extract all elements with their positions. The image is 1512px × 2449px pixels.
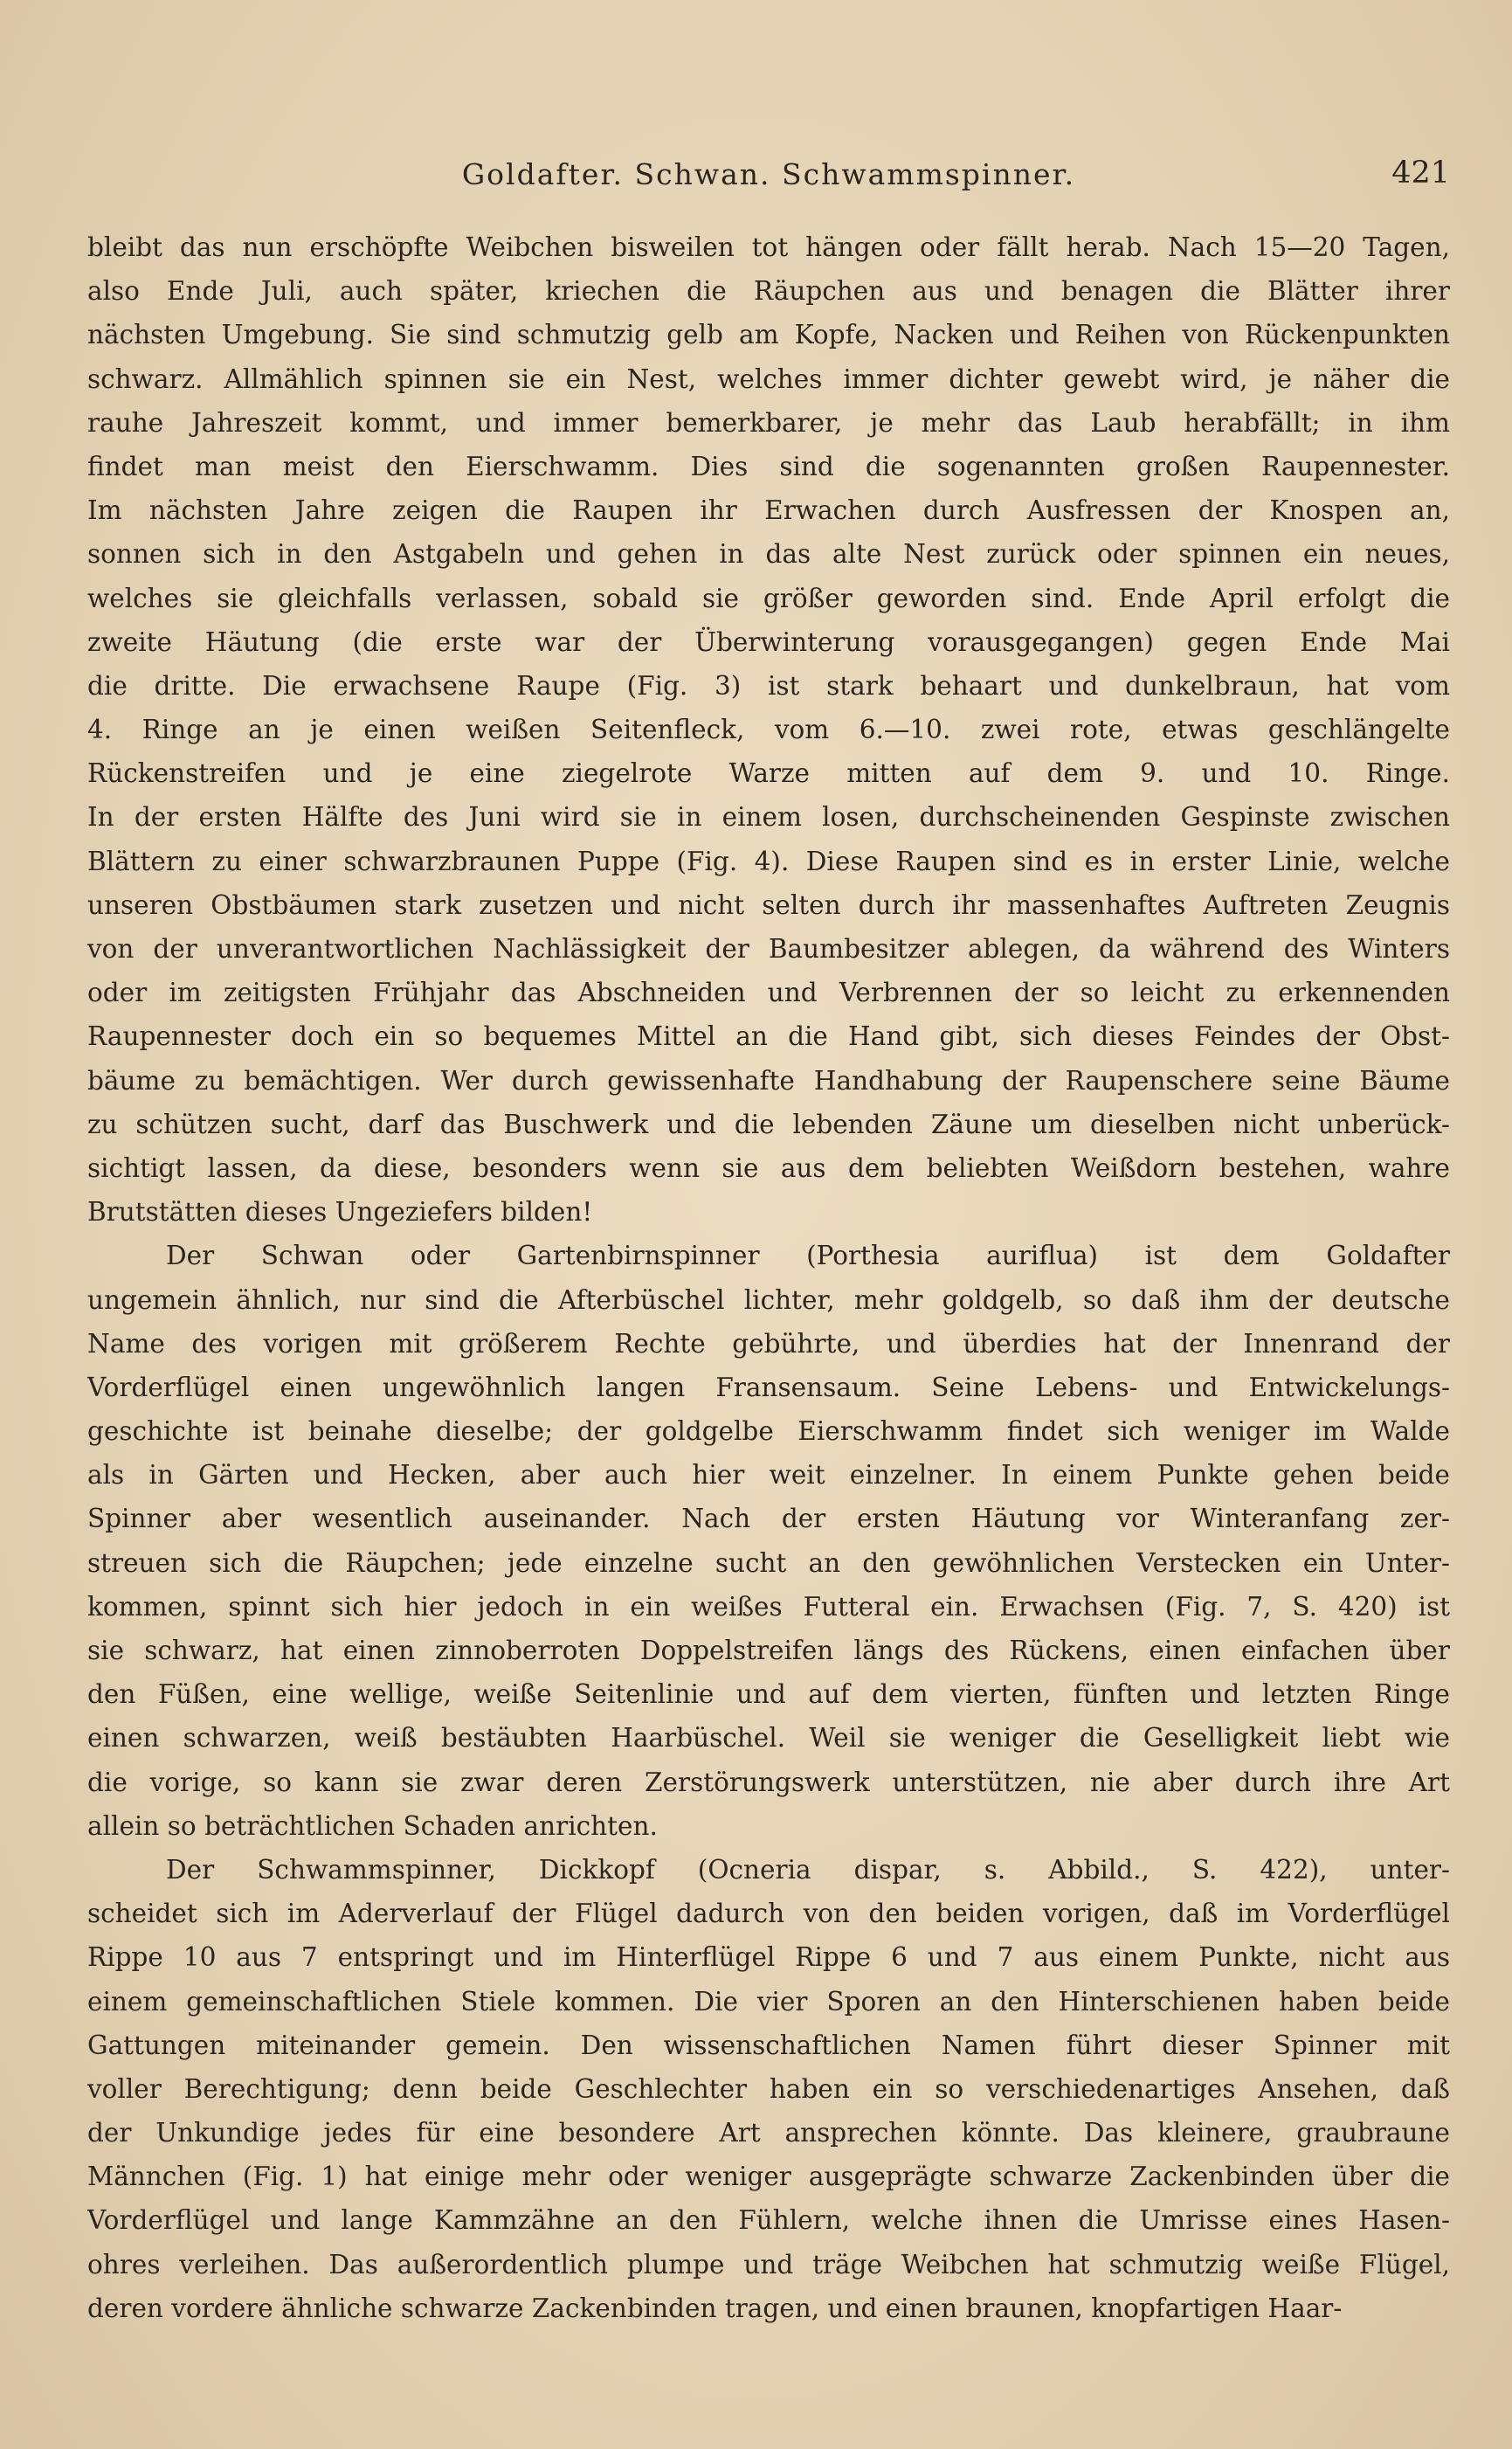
text-line: der Unkundige jedes für eine besondere Art ansprechen könnte. Das kleinere, graubraune	[87, 2118, 1450, 2148]
text-line: Rückenstreifen und je eine ziegelrote Warze mitten auf dem 9. und 10. Ringe.	[87, 758, 1450, 789]
paragraph	[87, 1234, 1450, 1848]
text-line: Männchen (Fig. 1) hat einige mehr oder weniger ausgeprägte schwarze Zackenbinden über die	[87, 2162, 1450, 2192]
text-line: In der ersten Hälfte des Juni wird sie in einem losen, durchscheinenden Gespinste zwischen	[87, 802, 1450, 833]
text-line: Im nächsten Jahre zeigen die Raupen ihr Erwachen durch Ausfressen der Knospen an,	[87, 495, 1450, 526]
text-line: deren vordere ähnliche schwarze Zackenbinden tragen, und einen braunen, knopfartigen Haar-	[87, 2293, 1343, 2323]
text-line: scheidet sich im Aderverlauf der Flügel dadurch von den beiden vorigen, daß im Vorderflügel	[87, 1899, 1450, 1929]
text-line: 4. Ringe an je einen weißen Seitenfleck, vom 6.—10. zwei rote, etwas geschlängelte	[87, 715, 1450, 745]
text-line: Rippe 10 aus 7 entspringt und im Hinterflügel Rippe 6 und 7 aus einem Punkte, nicht aus	[87, 1942, 1450, 1973]
text-line: Vorderflügel einen ungewöhnlich langen Fransensaum. Seine Lebens- und Entwickelungs-	[87, 1372, 1450, 1402]
running-head	[87, 154, 1450, 196]
text-line: schwarz. Allmählich spinnen sie ein Nest, welches immer dichter gewebt wird, je näher die	[87, 363, 1450, 394]
text-line: Brutstätten dieses Ungeziefers bilden!	[87, 1197, 593, 1228]
text-line: findet man meist den Eierschwamm. Dies sind die sogenannten großen Raupennester.	[87, 451, 1450, 481]
text-line: den Füßen, eine wellige, weiße Seitenlinie und auf dem vierten, fünften und letzten Ringe	[87, 1679, 1450, 1710]
text-line: bäume zu bemächtigen. Wer durch gewissenhafte Handhabung der Raupenschere seine Bäume	[87, 1065, 1450, 1096]
text-line: bleibt das nun erschöpfte Weibchen bisweilen tot hängen oder fällt herab. Nach 15—20 Tagen,	[87, 232, 1450, 262]
text-line: ohres verleihen. Das außerordentlich plumpe und träge Weibchen hat schmutzig weiße Flügel,	[87, 2249, 1450, 2280]
text-line: von der unverantwortlichen Nachlässigkeit der Baumbesitzer ablegen, da während des Winters	[87, 934, 1450, 964]
text-line: nächsten Umgebung. Sie sind schmutzig gelb am Kopfe, Nacken und Reihen von Rückenpunkten	[87, 320, 1450, 350]
text-line: sichtigt lassen, da diese, besonders wenn sie aus dem beliebten Weißdorn bestehen, wahre	[87, 1152, 1450, 1183]
text-line: sie schwarz, hat einen zinnoberroten Doppelstreifen längs des Rückens, einen einfachen über	[87, 1636, 1450, 1665]
text-line: rauhe Jahreszeit kommt, und immer bemerkbarer, je mehr das Laub herabfällt; in ihm	[87, 407, 1450, 438]
text-line: Vorderflügel und lange Kammzähne an den Fühlern, welche ihnen die Umrisse eines Hasen-	[87, 2205, 1450, 2236]
text-line: Blättern zu einer schwarzbraunen Puppe (Fig. 4). Diese Raupen sind es in erster Linie, welche	[87, 846, 1450, 876]
paragraph	[87, 1848, 1450, 2330]
running-title: Goldafter. Schwan. Schwammspinner.	[461, 157, 1076, 191]
text-line: Raupennester doch ein so bequemes Mittel an die Hand gibt, sich dieses Feindes der Obst-	[87, 1021, 1450, 1052]
text-line: zweite Häutung (die erste war der Überwinterung vorausgegangen) gegen Ende Mai	[87, 626, 1450, 657]
body-text	[87, 225, 1450, 2330]
paragraph	[87, 225, 1450, 1234]
text-line: die vorige, so kann sie zwar deren Zerstörungswerk unterstützen, nie aber durch ihre Art	[87, 1767, 1450, 1797]
text-line: zu schützen sucht, darf das Buschwerk und die lebenden Zäune um dieselben nicht unberück-	[87, 1109, 1450, 1139]
text-line: streuen sich die Räupchen; jede einzelne sucht an den gewöhnlichen Verstecken ein Unter-	[87, 1547, 1450, 1578]
text-line: Gattungen miteinander gemein. Den wissenschaftlichen Namen führt dieser Spinner mit	[87, 2030, 1450, 2060]
text-line: Der Schwammspinner, Dickkopf (Ocneria dispar, s. Abbild., S. 422), unter-	[166, 1854, 1450, 1885]
text-line: also Ende Juli, auch später, kriechen die Räupchen aus und benagen die Blätter ihrer	[87, 276, 1450, 307]
text-line: die dritte. Die erwachsene Raupe (Fig. 3) ist stark behaart und dunkelbraun, hat vom	[87, 670, 1450, 701]
text-line: unseren Obstbäumen stark zusetzen und nicht selten durch ihr massenhaftes Auftreten Zeugnis	[87, 889, 1450, 920]
page-number: 421	[1391, 156, 1450, 190]
text-line: einen schwarzen, weiß bestäubten Haarbüschel. Weil sie weniger die Geselligkeit liebt wie	[87, 1723, 1450, 1754]
text-line: allein so beträchtlichen Schaden anrichten.	[87, 1810, 658, 1841]
text-line: voller Berechtigung; denn beide Geschlechter haben ein so verschiedenartiges Ansehen, daß	[87, 2073, 1450, 2104]
text-line: Name des vorigen mit größerem Rechte gebührte, und überdies hat der Innenrand der	[87, 1328, 1450, 1359]
text-line: einem gemeinschaftlichen Stiele kommen. Die vier Sporen an den Hinterschienen haben beide	[87, 1986, 1450, 2017]
text-line: ungemein ähnlich, nur sind die Afterbüschel lichter, mehr goldgelb, so daß ihm der deutsche	[87, 1284, 1450, 1315]
text-line: Spinner aber wesentlich auseinander. Nach der ersten Häutung vor Winteranfang zer-	[87, 1504, 1450, 1534]
text-line: als in Gärten und Hecken, aber auch hier weit einzelner. In einem Punkte gehen beide	[87, 1460, 1450, 1491]
text-line: oder im zeitigsten Frühjahr das Abschneiden und Verbrennen der so leicht zu erkennenden	[87, 978, 1450, 1008]
text-line: sonnen sich in den Astgabeln und gehen in das alte Nest zurück oder spinnen ein neues,	[87, 539, 1450, 570]
text-line: geschichte ist beinahe dieselbe; der goldgelbe Eierschwamm findet sich weniger im Walde	[87, 1416, 1450, 1447]
text-line: Der Schwan oder Gartenbirnspinner (Porthesia auriflua) ist dem Goldafter	[166, 1241, 1450, 1271]
text-line: kommen, spinnt sich hier jedoch in ein weißes Futteral ein. Erwachsen (Fig. 7, S. 420) ist	[87, 1591, 1450, 1622]
text-line: welches sie gleichfalls verlassen, sobald sie größer geworden sind. Ende April erfolgt die	[87, 583, 1450, 613]
